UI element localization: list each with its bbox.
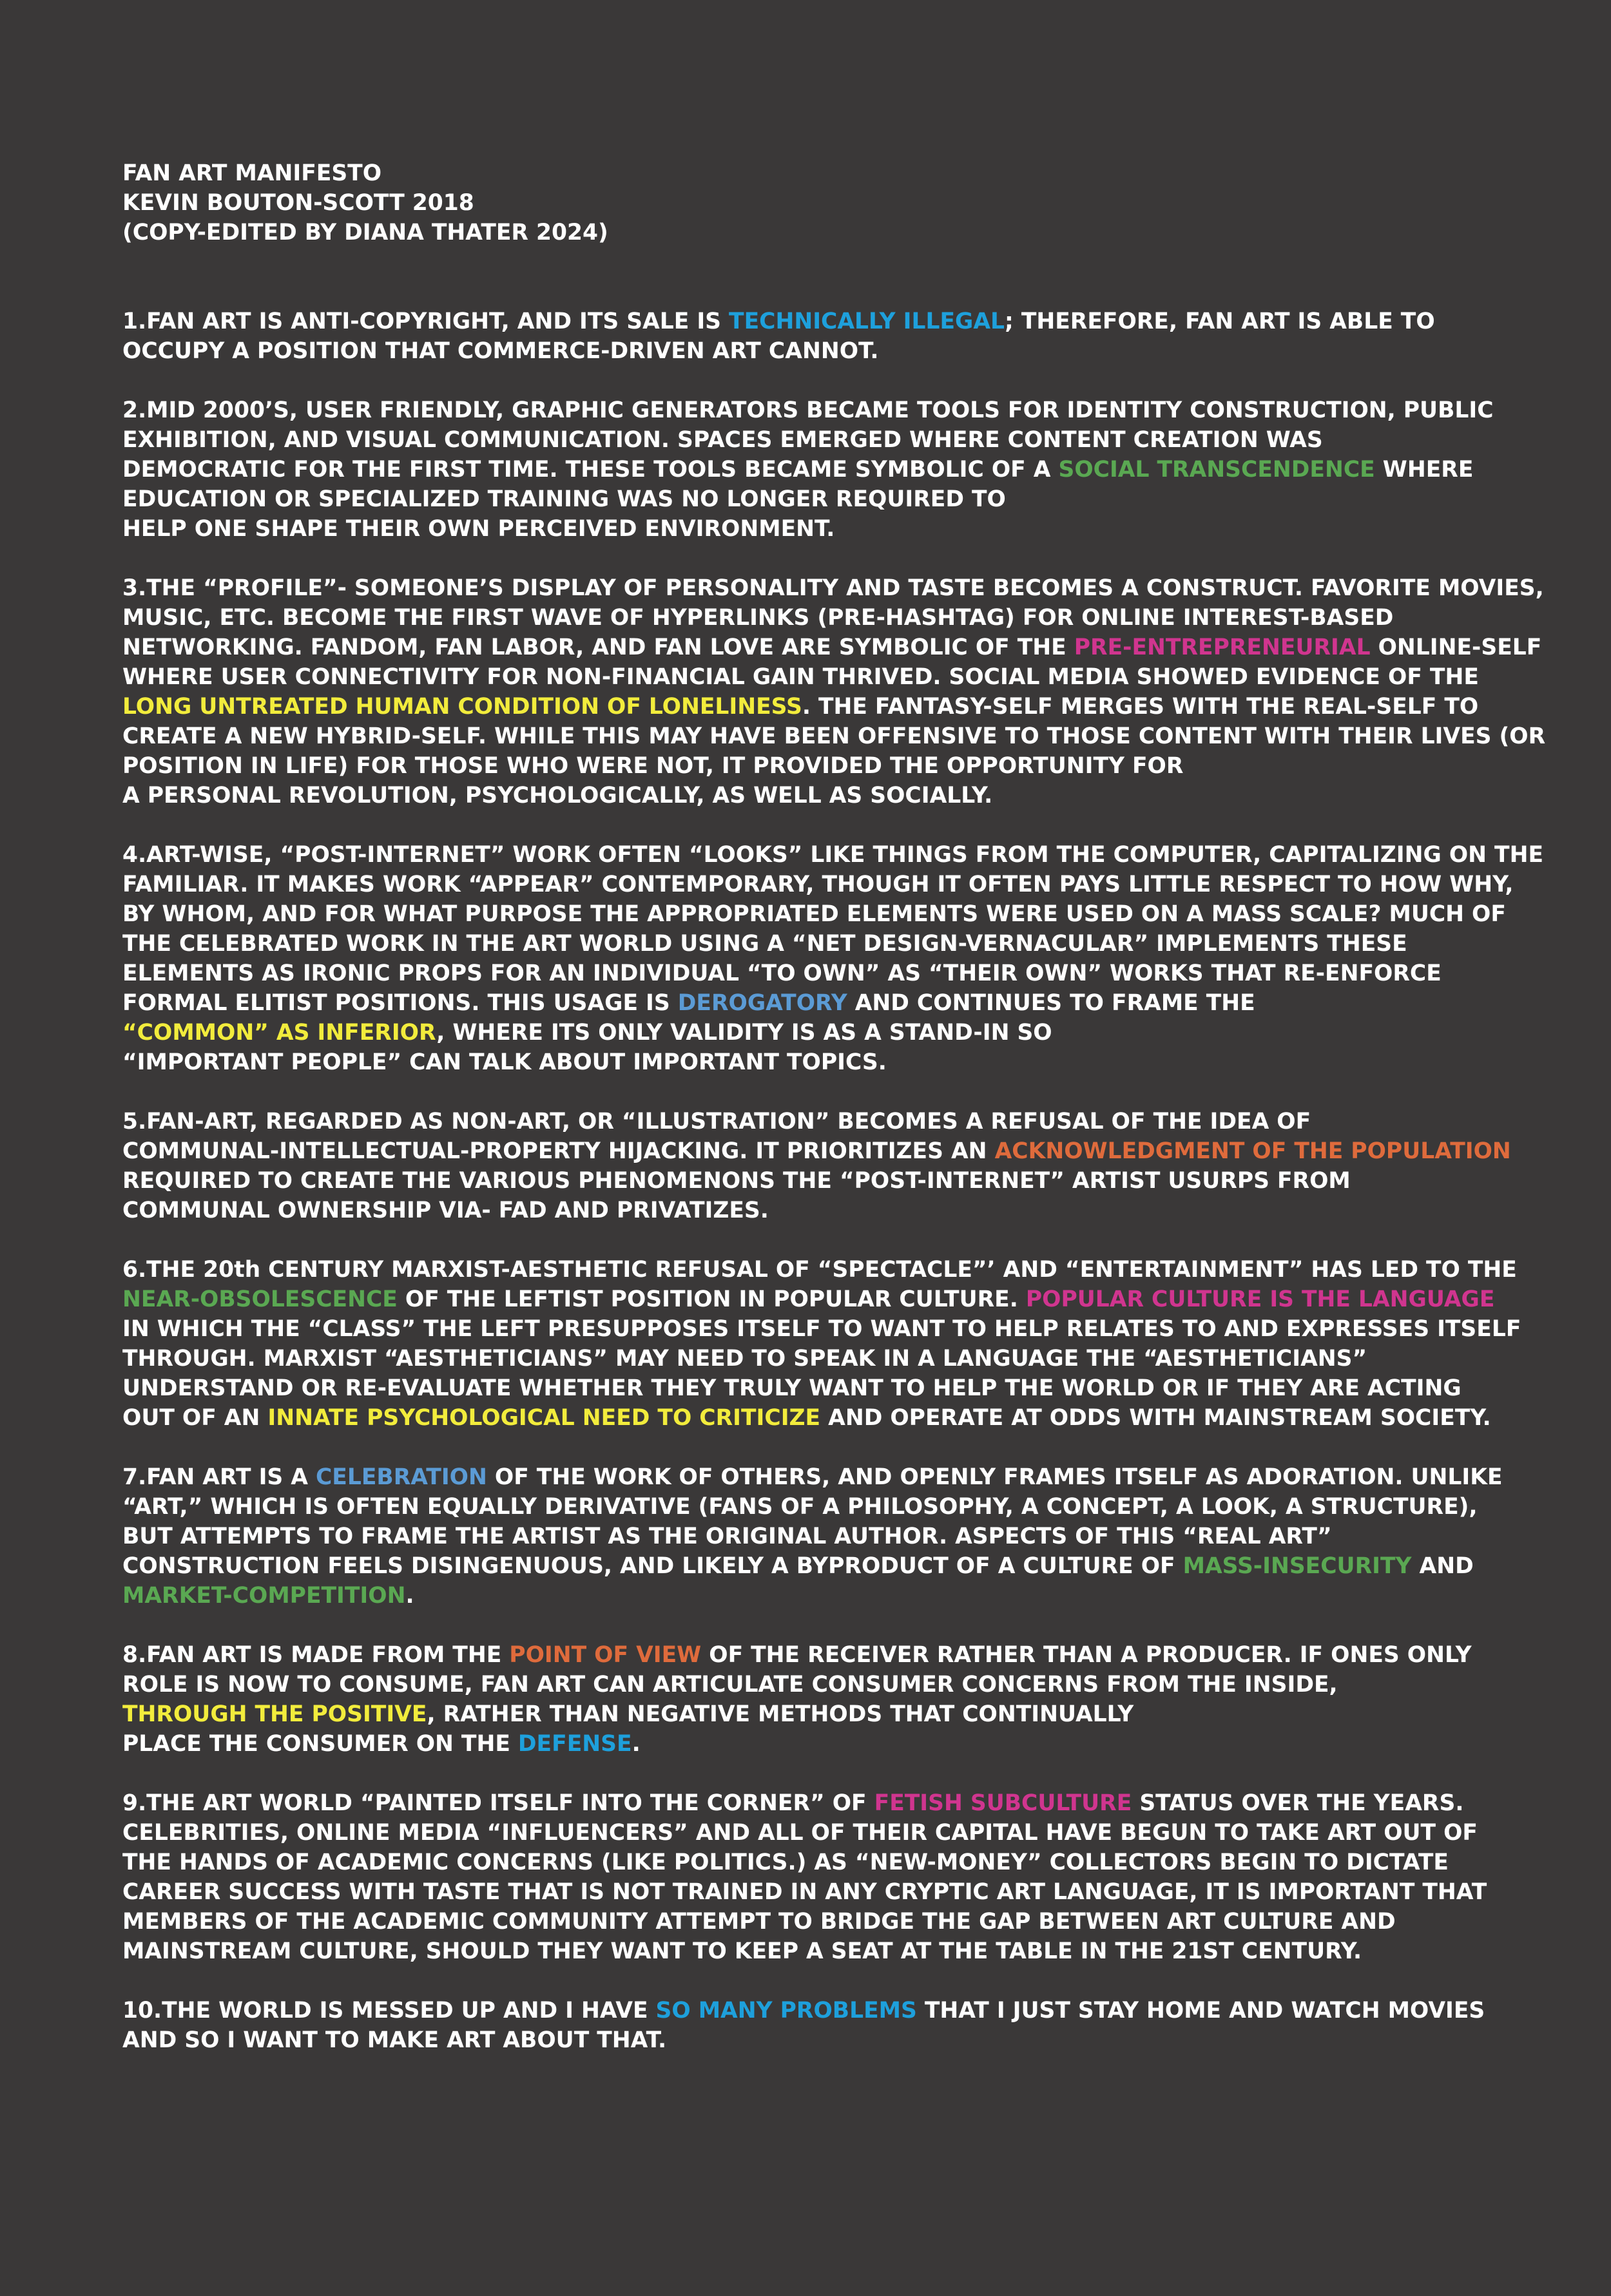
text-line — [122, 1848, 1572, 1877]
text-line — [122, 1255, 1572, 1285]
text-line — [122, 692, 1572, 722]
text-segment: STATUS OVER THE YEARS. — [1132, 1790, 1464, 1816]
text-line — [122, 781, 1572, 810]
text-line — [122, 1640, 1572, 1670]
manifesto-point-7 — [122, 1462, 1572, 1611]
text-segment: 3.THE “PROFILE”- SOMEONE’S DISPLAY OF PERSONALITY AND TASTE BECOMES A CONSTRUCT. FAVORITE MOVIES, — [122, 575, 1544, 601]
text-segment: . — [405, 1583, 414, 1609]
highlight-phrase: SOCIAL TRANSCENDENCE — [1058, 457, 1375, 483]
text-segment: OF THE WORK OF OTHERS, AND OPENLY FRAMES ITSELF AS ADORATION. UNLIKE — [487, 1464, 1503, 1490]
text-line — [122, 1107, 1572, 1136]
text-segment: 8.FAN ART IS MADE FROM THE — [122, 1642, 510, 1668]
text-segment: MUSIC, ETC. BECOME THE FIRST WAVE OF HYPERLINKS (PRE-HASHTAG) FOR ONLINE INTEREST-BASED — [122, 605, 1394, 631]
text-segment: AND OPERATE AT ODDS WITH MAINSTREAM SOCIETY. — [820, 1405, 1491, 1431]
manifesto-point-3 — [122, 573, 1572, 810]
highlight-phrase: NEAR-OBSOLESCENCE — [122, 1287, 398, 1312]
highlight-phrase: POINT OF VIEW — [509, 1642, 702, 1668]
text-segment: AND CONTINUES TO FRAME THE — [847, 990, 1255, 1016]
text-line — [122, 1670, 1572, 1699]
text-line — [122, 929, 1572, 959]
text-line — [122, 870, 1572, 899]
text-line — [122, 484, 1572, 514]
text-line — [122, 1373, 1572, 1403]
text-segment: POSITION IN LIFE) FOR THOSE WHO WERE NOT, IT PROVIDED THE OPPORTUNITY FOR — [122, 753, 1184, 779]
text-segment: AND SO I WANT TO MAKE ART ABOUT THAT. — [122, 2027, 667, 2053]
text-segment: EXHIBITION, AND VISUAL COMMUNICATION. SPACES EMERGED WHERE CONTENT CREATION WAS — [122, 427, 1323, 453]
text-segment: NETWORKING. FANDOM, FAN LABOR, AND FAN LOVE ARE SYMBOLIC OF THE — [122, 635, 1074, 660]
highlight-phrase: POPULAR CULTURE IS THE LANGUAGE — [1025, 1287, 1495, 1312]
manifesto-point-9 — [122, 1788, 1572, 1966]
text-segment: CELEBRITIES, ONLINE MEDIA “INFLUENCERS” AND ALL OF THEIR CAPITAL HAVE BEGUN TO TAKE ART OUT OF — [122, 1820, 1478, 1846]
highlight-phrase: “COMMON” AS INFERIOR — [122, 1020, 437, 1046]
text-segment: 2.MID 2000’S, USER FRIENDLY, GRAPHIC GENERATORS BECAME TOOLS FOR IDENTITY CONSTRUCTION, PUBLIC — [122, 397, 1494, 423]
text-segment: THAT I JUST STAY HOME AND WATCH MOVIES — [916, 1998, 1485, 2023]
text-line — [122, 988, 1572, 1018]
highlight-phrase: FETISH SUBCULTURE — [874, 1790, 1132, 1816]
text-line — [122, 1937, 1572, 1966]
text-line — [122, 1344, 1572, 1373]
text-segment: 9.THE ART WORLD “PAINTED ITSELF INTO THE CORNER” OF — [122, 1790, 874, 1816]
text-line — [122, 1996, 1572, 2025]
highlight-phrase: LONG UNTREATED HUMAN CONDITION OF LONELINESS — [122, 694, 802, 720]
text-line — [122, 1492, 1572, 1522]
text-line — [122, 633, 1572, 662]
manifesto-point-6 — [122, 1255, 1572, 1433]
text-line — [122, 514, 1572, 544]
manifesto-point-10 — [122, 1996, 1572, 2055]
text-segment: THROUGH. MARXIST “AESTHETICIANS” MAY NEED TO SPEAK IN A LANGUAGE THE “AESTHETICIANS” — [122, 1346, 1367, 1372]
text-segment: BY WHOM, AND FOR WHAT PURPOSE THE APPROPRIATED ELEMENTS WERE USED ON A MASS SCALE? MUCH OF — [122, 901, 1506, 927]
text-line — [122, 1551, 1572, 1581]
text-segment: COMMUNAL-INTELLECTUAL-PROPERTY HIJACKING. IT PRIORITIZES AN — [122, 1138, 995, 1164]
editor-line: (COPY-EDITED BY DIANA THATER 2024) — [122, 220, 608, 245]
text-line — [122, 573, 1572, 603]
text-segment: DEMOCRATIC FOR THE FIRST TIME. THESE TOOLS BECAME SYMBOLIC OF A — [122, 457, 1059, 483]
text-segment: UNDERSTAND OR RE-EVALUATE WHETHER THEY TRULY WANT TO HELP THE WORLD OR IF THEY ARE ACTING — [122, 1375, 1461, 1401]
text-segment: “ART,” WHICH IS OFTEN EQUALLY DERIVATIVE (FANS OF A PHILOSOPHY, A CONCEPT, A LOOK, A STRUCTURE), — [122, 1494, 1478, 1520]
text-line — [122, 455, 1572, 484]
text-segment: OCCUPY A POSITION THAT COMMERCE-DRIVEN ART CANNOT. — [122, 338, 879, 364]
highlight-phrase: INNATE PSYCHOLOGICAL NEED TO CRITICIZE — [267, 1405, 821, 1431]
highlight-phrase: TECHNICALLY ILLEGAL — [729, 309, 1005, 334]
manifesto-point-4 — [122, 840, 1572, 1077]
text-segment: BUT ATTEMPTS TO FRAME THE ARTIST AS THE ORIGINAL AUTHOR. ASPECTS OF THIS “REAL ART” — [122, 1524, 1332, 1549]
highlight-phrase: DEFENSE — [517, 1731, 632, 1757]
text-line — [122, 425, 1572, 455]
text-segment: OUT OF AN — [122, 1405, 268, 1431]
highlight-phrase: THROUGH THE POSITIVE — [122, 1701, 427, 1727]
author-line: KEVIN BOUTON-SCOTT 2018 — [122, 190, 474, 216]
text-line — [122, 899, 1572, 929]
text-line — [122, 1877, 1572, 1907]
text-segment: COMMUNAL OWNERSHIP VIA- FAD AND PRIVATIZES. — [122, 1198, 769, 1223]
text-segment: ; THEREFORE, FAN ART IS ABLE TO — [1005, 309, 1435, 334]
text-segment: IN WHICH THE “CLASS” THE LEFT PRESUPPOSES ITSELF TO WANT TO HELP RELATES TO AND EXPRESSES ITSELF — [122, 1316, 1521, 1342]
text-segment: A PERSONAL REVOLUTION, PSYCHOLOGICALLY, AS WELL AS SOCIALLY. — [122, 783, 993, 808]
text-segment: MAINSTREAM CULTURE, SHOULD THEY WANT TO KEEP A SEAT AT THE TABLE IN THE 21ST CENTURY. — [122, 1938, 1362, 1964]
text-line — [122, 1522, 1572, 1551]
manifesto-body — [122, 307, 1572, 2055]
text-line — [122, 1196, 1572, 1225]
text-line — [122, 662, 1572, 692]
text-line — [122, 840, 1572, 870]
text-segment: OF THE RECEIVER RATHER THAN A PRODUCER. IF ONES ONLY — [701, 1642, 1472, 1668]
text-line — [122, 2025, 1572, 2055]
text-line — [122, 1403, 1572, 1433]
manifesto-title: FAN ART MANIFESTO — [122, 160, 382, 186]
text-line — [122, 1048, 1572, 1077]
text-segment: ROLE IS NOW TO CONSUME, FAN ART CAN ARTICULATE CONSUMER CONCERNS FROM THE INSIDE, — [122, 1672, 1338, 1698]
text-line — [122, 1166, 1572, 1196]
text-segment: CREATE A NEW HYBRID-SELF. WHILE THIS MAY HAVE BEEN OFFENSIVE TO THOSE CONTENT WITH THEIR LIVES (OR — [122, 723, 1546, 749]
text-line — [122, 603, 1572, 633]
text-segment: 1.FAN ART IS ANTI-COPYRIGHT, AND ITS SALE IS — [122, 309, 729, 334]
text-line — [122, 307, 1572, 336]
text-line — [122, 959, 1572, 988]
text-line — [122, 722, 1572, 751]
text-segment: HELP ONE SHAPE THEIR OWN PERCEIVED ENVIRONMENT. — [122, 516, 835, 542]
text-line — [122, 1729, 1572, 1759]
text-line — [122, 1285, 1572, 1314]
text-segment: WHERE USER CONNECTIVITY FOR NON-FINANCIAL GAIN THRIVED. SOCIAL MEDIA SHOWED EVIDENCE OF THE — [122, 664, 1479, 690]
text-segment: REQUIRED TO CREATE THE VARIOUS PHENOMENONS THE “POST-INTERNET” ARTIST USURPS FROM — [122, 1168, 1351, 1194]
text-line — [122, 336, 1572, 366]
manifesto-header — [122, 158, 1572, 247]
text-segment: ELEMENTS AS IRONIC PROPS FOR AN INDIVIDUAL “TO OWN” AS “THEIR OWN” WORKS THAT RE-ENFORCE — [122, 961, 1442, 986]
text-line — [122, 1018, 1572, 1048]
text-segment: AND — [1411, 1553, 1474, 1579]
text-segment: PLACE THE CONSUMER ON THE — [122, 1731, 518, 1757]
text-line — [122, 1314, 1572, 1344]
text-segment: CONSTRUCTION FEELS DISINGENUOUS, AND LIKELY A BYPRODUCT OF A CULTURE OF — [122, 1553, 1183, 1579]
text-segment: . THE FANTASY-SELF MERGES WITH THE REAL-SELF TO — [802, 694, 1479, 720]
text-segment: , RATHER THAN NEGATIVE METHODS THAT CONTINUALLY — [427, 1701, 1134, 1727]
manifesto-point-5 — [122, 1107, 1572, 1225]
highlight-phrase: CELEBRATION — [315, 1464, 487, 1490]
text-segment: ONLINE-SELF — [1370, 635, 1542, 660]
manifesto-point-2 — [122, 396, 1572, 544]
text-line — [122, 1907, 1572, 1937]
text-line — [122, 1136, 1572, 1166]
highlight-phrase: PRE-ENTREPRENEURIAL — [1074, 635, 1371, 660]
highlight-phrase: SO MANY PROBLEMS — [655, 1998, 917, 2023]
text-segment: THE HANDS OF ACADEMIC CONCERNS (LIKE POLITICS.) AS “NEW-MONEY” COLLECTORS BEGIN TO DICTATE — [122, 1850, 1449, 1875]
text-segment: OF THE LEFTIST POSITION IN POPULAR CULTURE. — [397, 1287, 1026, 1312]
text-line — [122, 396, 1572, 425]
text-segment: THE CELEBRATED WORK IN THE ART WORLD USING A “NET DESIGN-VERNACULAR” IMPLEMENTS THESE — [122, 931, 1407, 957]
text-segment: WHERE — [1375, 457, 1474, 483]
text-segment: 6.THE 20th CENTURY MARXIST-AESTHETIC REFUSAL OF “SPECTACLE”’ AND “ENTERTAINMENT” HAS LED TO THE — [122, 1257, 1517, 1283]
text-line — [122, 1581, 1572, 1611]
text-line — [122, 1818, 1572, 1848]
highlight-phrase: DEROGATORY — [677, 990, 847, 1016]
text-segment: “IMPORTANT PEOPLE” CAN TALK ABOUT IMPORTANT TOPICS. — [122, 1049, 887, 1075]
text-segment: 10.THE WORLD IS MESSED UP AND I HAVE — [122, 1998, 656, 2023]
text-segment: EDUCATION OR SPECIALIZED TRAINING WAS NO LONGER REQUIRED TO — [122, 486, 1006, 512]
text-line — [122, 751, 1572, 781]
text-segment: FAMILIAR. IT MAKES WORK “APPEAR” CONTEMPORARY, THOUGH IT OFTEN PAYS LITTLE RESPECT TO HOW WHY, — [122, 872, 1514, 897]
text-segment: FORMAL ELITIST POSITIONS. THIS USAGE IS — [122, 990, 678, 1016]
text-segment: , WHERE ITS ONLY VALIDITY IS AS A STAND-IN SO — [436, 1020, 1052, 1046]
text-segment: CAREER SUCCESS WITH TASTE THAT IS NOT TRAINED IN ANY CRYPTIC ART LANGUAGE, IT IS IMPORTANT THAT — [122, 1879, 1487, 1905]
highlight-phrase: ACKNOWLEDGMENT OF THE POPULATION — [994, 1138, 1511, 1164]
text-segment: MEMBERS OF THE ACADEMIC COMMUNITY ATTEMPT TO BRIDGE THE GAP BETWEEN ART CULTURE AND — [122, 1909, 1396, 1935]
text-segment: 5.FAN-ART, REGARDED AS NON-ART, OR “ILLUSTRATION” BECOMES A REFUSAL OF THE IDEA OF — [122, 1109, 1311, 1134]
text-line — [122, 1788, 1572, 1818]
highlight-phrase: MARKET-COMPETITION — [122, 1583, 406, 1609]
manifesto-point-1 — [122, 307, 1572, 366]
text-line — [122, 1699, 1572, 1729]
text-segment: 7.FAN ART IS A — [122, 1464, 316, 1490]
text-segment: . — [632, 1731, 641, 1757]
manifesto-point-8 — [122, 1640, 1572, 1759]
text-segment: 4.ART-WISE, “POST-INTERNET” WORK OFTEN “LOOKS” LIKE THINGS FROM THE COMPUTER, CAPITALIZING ON THE — [122, 842, 1544, 868]
text-line — [122, 1462, 1572, 1492]
highlight-phrase: MASS-INSECURITY — [1182, 1553, 1412, 1579]
